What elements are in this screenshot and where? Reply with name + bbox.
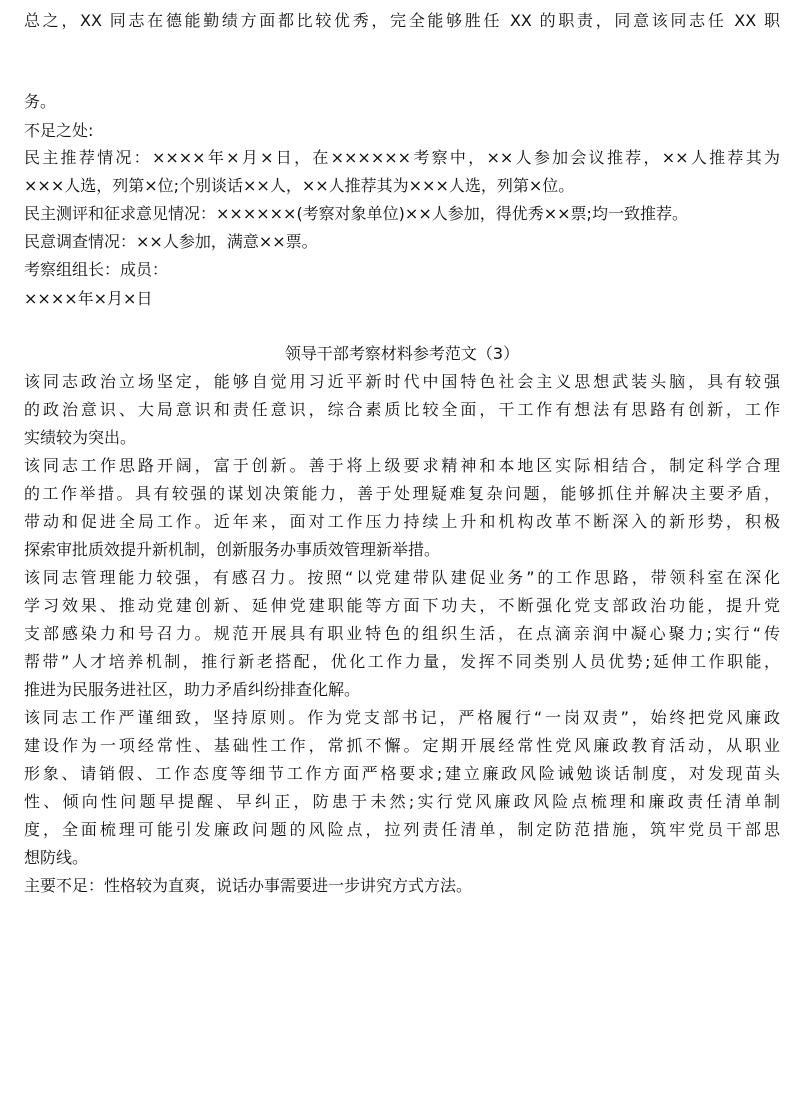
paragraph-4 [24, 706, 780, 871]
date-line: ××××年×月×日 [24, 289, 153, 308]
paragraph-line: 探索审批质效提升新机制，创新服务办事质效管理新举措。 [24, 540, 441, 560]
paragraph-line: 建设作为一项经常性、基础性工作，常抓不懈。定期开展经常性党风廉政教育活动，从职业 [24, 736, 780, 756]
paragraph-line: 的工作举措。具有较强的谋划决策能力，善于处理疑难复杂问题，能够抓住并解决主要矛盾， [24, 484, 780, 504]
paragraph-line: 支部感染力和号召力。规范开展具有职业特色的组织生活，在点滴亲润中凝心聚力;实行“传 [24, 624, 780, 644]
paragraph-2 [24, 454, 780, 563]
recommend-line-1: 民主推荐情况：××××年×月×日，在××××××考察中，××人参加会议推荐，××人推荐其为 [24, 148, 780, 167]
main-shortcoming: 主要不足：性格较为直爽，说话办事需要进一步讲究方式方法。 [24, 876, 473, 895]
survey-line: 民意调查情况：××人参加，满意××票。 [24, 232, 318, 251]
paragraph-line: 学习效果、推动党建创新、延伸党建职能等方面下功夫，不断强化党支部政治功能，提升党 [24, 596, 780, 616]
paragraph-line: 推进为民服务进社区，助力矛盾纠纷排查化解。 [24, 680, 361, 700]
paragraph-line: 实绩较为突出。 [24, 428, 137, 448]
paragraph-line: 带动和促进全局工作。近年来，面对工作压力持续上升和机构改革不断深入的新形势，积极 [24, 512, 780, 532]
conclusion-end: 务。 [24, 92, 57, 111]
shortcomings-label: 不足之处: [24, 121, 94, 140]
paragraph-line: 的政治意识、大局意识和责任意识，综合素质比较全面，干工作有想法有思路有创新，工作 [24, 400, 780, 420]
paragraph-3 [24, 566, 780, 703]
paragraph-1 [24, 370, 780, 451]
paragraph-line: 该同志政治立场坚定，能够自觉用习近平新时代中国特色社会主义思想武装头脑，具有较强 [24, 372, 780, 391]
conclusion-line: 总之，XX 同志在德能勤绩方面都比较优秀，完全能够胜任 XX 的职责，同意该同志任 XX 职 [24, 11, 780, 30]
paragraph-line: 想防线。 [24, 848, 89, 868]
section-title: 领导干部考察材料参考范文（3） [284, 344, 520, 363]
recommend-line-2: ×××人选，列第×位;个别谈话××人，××人推荐其为×××人选，列第×位。 [24, 176, 575, 195]
team-line: 考察组组长：成员： [24, 260, 169, 279]
paragraph-line: 度，全面梳理可能引发廉政问题的风险点，拉列责任清单，制定防范措施，筑牢党员干部思 [24, 820, 780, 840]
evaluation-line: 民主测评和征求意见情况：××××××(考察对象单位)××人参加，得优秀××票;均一致推荐。 [24, 204, 688, 223]
paragraph-line: 该同志工作思路开阔，富于创新。善于将上级要求精神和本地区实际相结合，制定科学合理 [24, 456, 780, 475]
paragraph-line: 该同志工作严谨细致，坚持原则。作为党支部书记，严格履行“一岗双责”，始终把党风廉政 [24, 708, 780, 727]
paragraph-line: 该同志管理能力较强，有感召力。按照“以党建带队建促业务”的工作思路，带领科室在深化 [24, 568, 780, 587]
paragraph-line: 性、倾向性问题早提醒、早纠正，防患于未然;实行党风廉政风险点梳理和廉政责任清单制 [24, 792, 780, 812]
paragraph-line: 形象、请销假、工作态度等细节工作方面严格要求;建立廉政风险诫勉谈话制度，对发现苗头 [24, 764, 780, 784]
paragraph-line: 帮带”人才培养机制，推行新老搭配，优化工作力量，发挥不同类别人员优势;延伸工作职能， [24, 652, 780, 672]
